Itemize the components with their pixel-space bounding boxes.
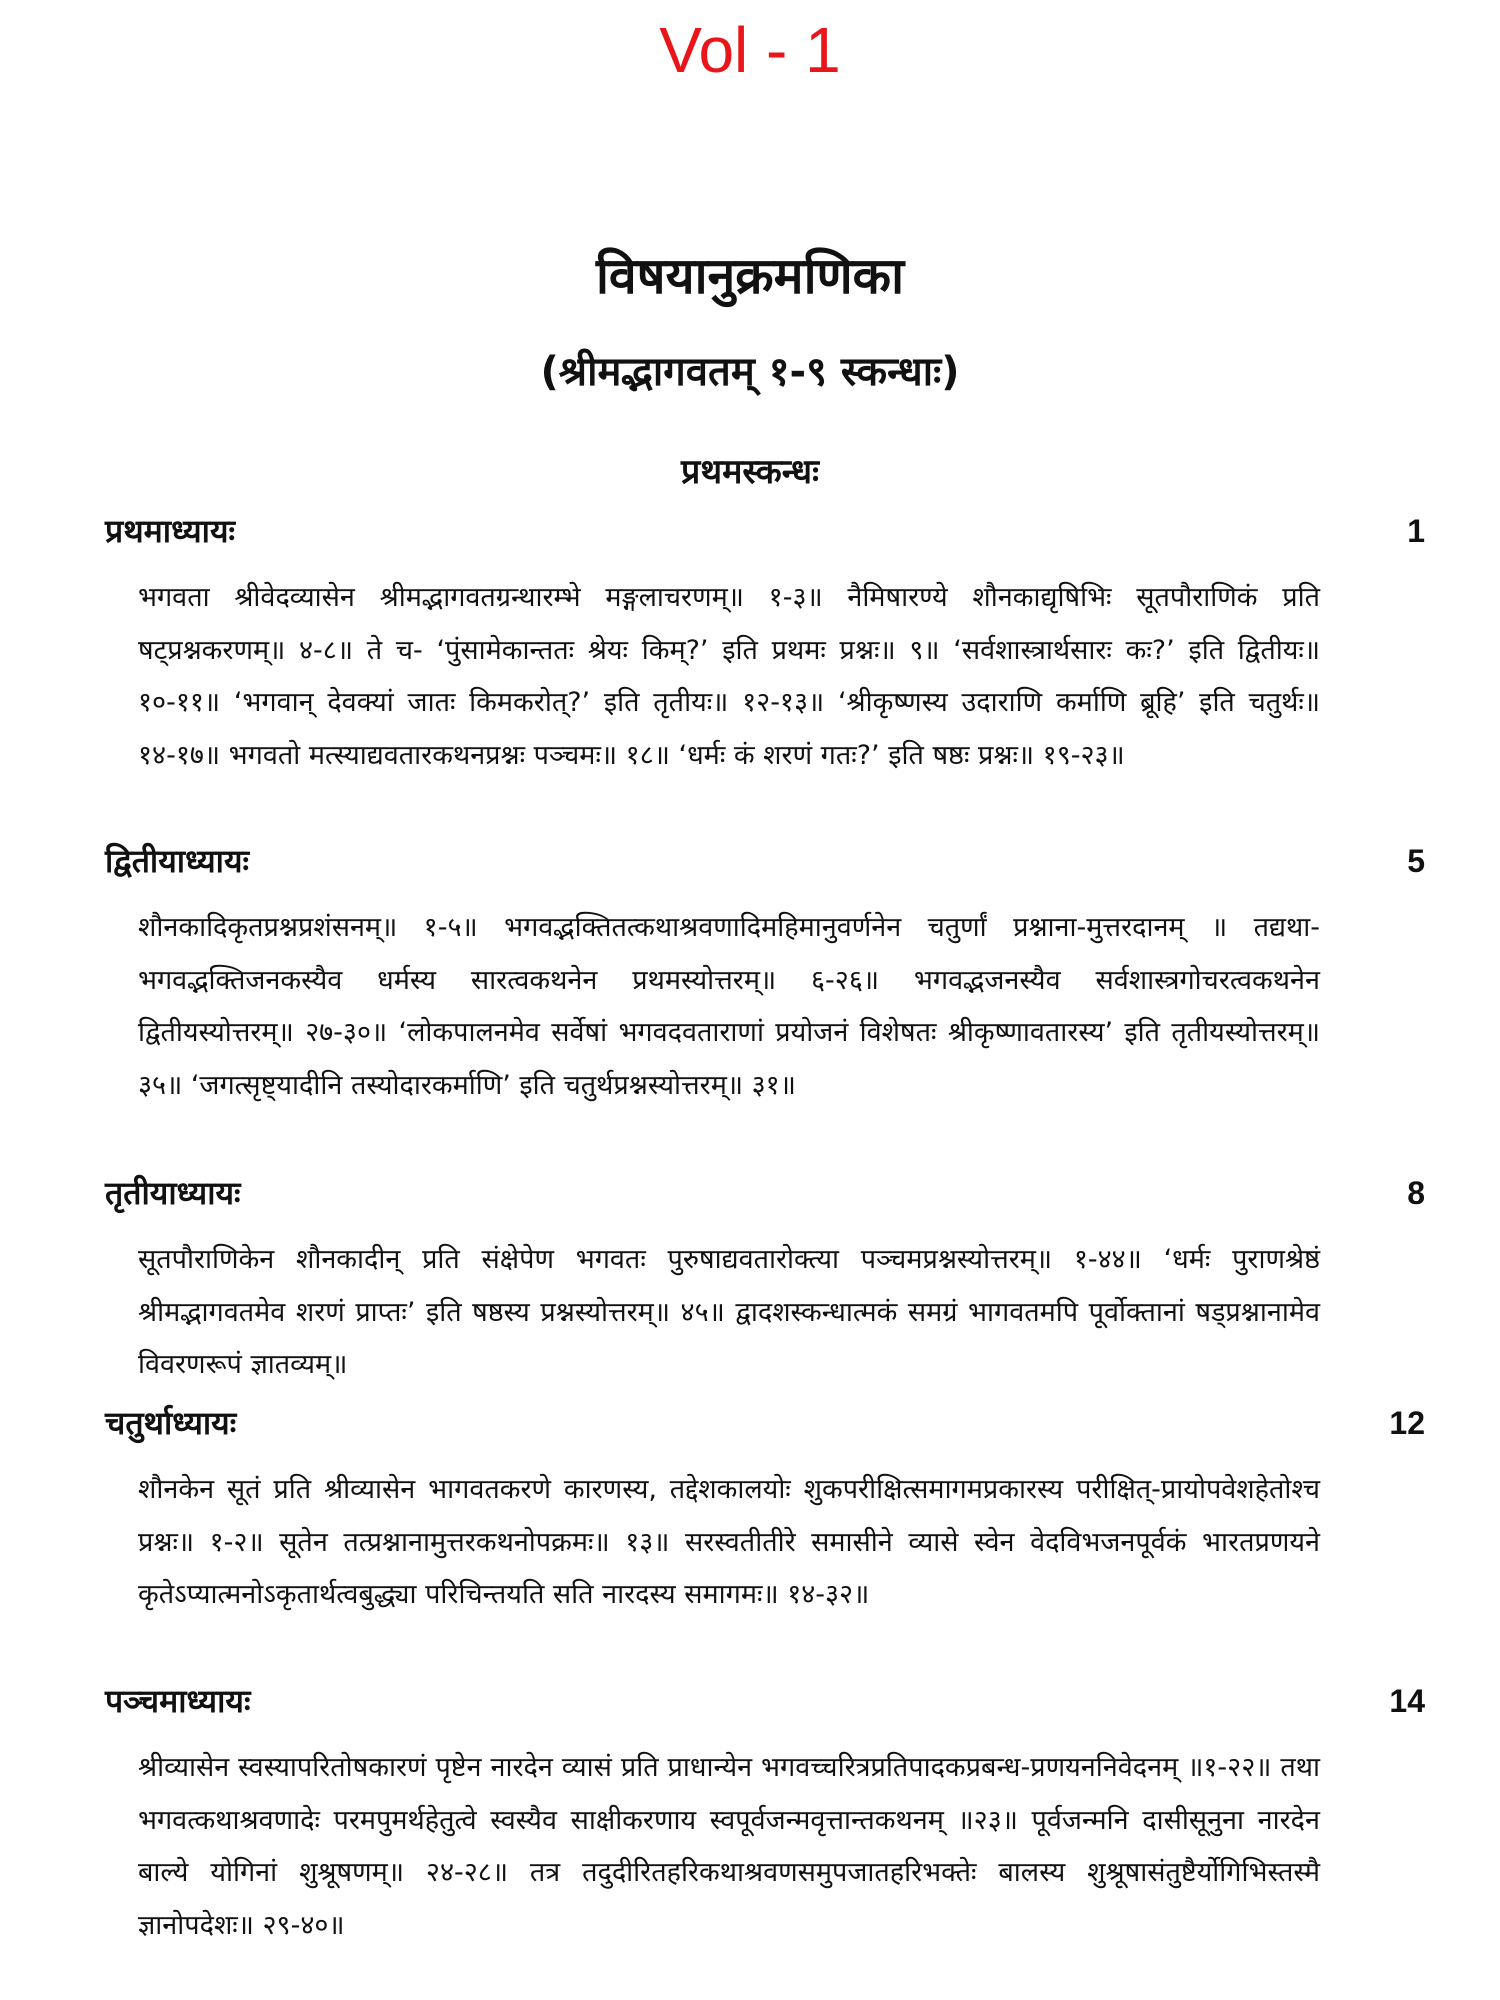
- chapter-summary-3: सूतपौराणिकेन शौनकादीन् प्रति संक्षेपेण भगवतः पुरुषाद्यवतारोक्त्या पञ्चमप्रश्नस्योत्तरम्॥ १-४४॥ ‘धर्मः पुराणश्रेष्ठं श्रीमद्भागवतमेव शरणं प्राप्तः’ इति षष्ठस्य प्रश्नस्योत्तरम्॥ ४५॥ द्वादशस्कन्धात्मकं समग्रं भागवतमपि पूर्वोक्तानां षड्प्रश्नानामेव विवरणरूपं ज्ञातव्यम्॥: [138, 1244, 1320, 1380]
- chapter-page-number: 8: [1407, 1175, 1425, 1211]
- chapter-title: पञ्चमाध्यायः: [105, 1682, 251, 1720]
- chapter-summary-2: शौनकादिकृतप्रश्नप्रशंसनम्॥ १-५॥ भगवद्भक्तितत्कथाश्रवणादिमहिमानुवर्णनेन चतुर्णां प्रश्नाना-मुत्तरदानम् ॥ तद्यथा- भगवद्भक्तिजनकस्यैव धर्मस्य सारत्वकथनेन प्रथमस्योत्तरम्॥ ६-२६॥ भगवद्भजनस्यैव सर्वशास्त्रगोचरत्वकथनेन द्वितीयस्योत्तरम्॥ २७-३०॥ ‘लोकपालनमेव सर्वेषां भगवदवताराणां प्रयोजनं विशेषतः श्रीकृष्णावतारस्य’ इति तृतीयस्योत्तरम्॥ ३५॥ ‘जगत्सृष्ट्यादीनि तस्योदारकर्माणि’ इति चतुर्थप्रश्नस्योत्तरम्॥ ३१॥: [138, 912, 1320, 1101]
- page-title: विषयानुक्रमणिका: [595, 247, 905, 305]
- chapter-heading-1: [105, 512, 1425, 550]
- chapter-page-number: 5: [1407, 843, 1425, 879]
- chapter-heading-2: [105, 842, 1425, 880]
- chapter-page-number: 14: [1389, 1683, 1425, 1719]
- chapter-title: प्रथमाध्यायः: [105, 512, 235, 550]
- chapter-summary-1: भगवता श्रीवेदव्यासेन श्रीमद्भागवतग्रन्थारम्भे मङ्गलाचरणम्॥ १-३॥ नैमिषारण्ये शौनकाद्यृषिभिः सूतपौराणिकं प्रति षट्प्रश्नकरणम्॥ ४-८॥ ते च- ‘पुंसामेकान्ततः श्रेयः किम्?’ इति प्रथमः प्रश्नः॥ ९॥ ‘सर्वशास्त्रार्थसारः कः?’ इति द्वितीयः॥ १०-११॥ ‘भगवान् देवक्यां जातः किमकरोत्?’ इति तृतीयः॥ १२-१३॥ ‘श्रीकृष्णस्य उदाराणि कर्माणि ब्रूहि’ इति चतुर्थः॥ १४-१७॥ भगवतो मत्स्याद्यवतारकथनप्रश्नः पञ्चमः॥ १८॥ ‘धर्मः कं शरणं गतः?’ इति षष्ठः प्रश्नः॥ १९-२३॥: [138, 582, 1320, 771]
- page-subtitle: (श्रीमद्भागवतम् १-९ स्कन्धाः): [540, 349, 960, 395]
- chapter-heading-4: [105, 1404, 1425, 1442]
- chapter-title: चतुर्थाध्यायः: [105, 1404, 237, 1442]
- section-heading: प्रथमस्कन्धः: [681, 452, 819, 492]
- chapter-title: द्वितीयाध्यायः: [105, 842, 249, 880]
- volume-label: Vol - 1: [659, 14, 841, 86]
- chapter-summary-4: शौनकेन सूतं प्रति श्रीव्यासेन भागवतकरणे कारणस्य, तद्देशकालयोः शुकपरीक्षित्समागमप्रकारस्य परीक्षित्-प्रायोपवेशहेतोश्च प्रश्नः॥ १-२॥ सूतेन तत्प्रश्नानामुत्तरकथनोपक्रमः॥ १३॥ सरस्वतीतीरे समासीने व्यासे स्वेन वेदविभजनपूर्वकं भारतप्रणयने कृतेऽप्यात्मनोऽकृतार्थत्वबुद्ध्या परिचिन्तयति सति नारदस्य समागमः॥ १४-३२॥: [138, 1474, 1320, 1610]
- chapter-heading-3: [105, 1174, 1425, 1212]
- chapter-heading-5: [105, 1682, 1425, 1720]
- chapter-title: तृतीयाध्यायः: [105, 1174, 241, 1212]
- chapter-summary-5: श्रीव्यासेन स्वस्यापरितोषकारणं पृष्टेन नारदेन व्यासं प्रति प्राधान्येन भगवच्चरित्रप्रतिपादकप्रबन्ध-प्रणयननिवेदनम् ॥१-२२॥ तथा भगवत्कथाश्रवणादेः परमपुमर्थहेतुत्वे स्वस्यैव साक्षीकरणाय स्वपूर्वजन्मवृत्तान्तकथनम् ॥२३॥ पूर्वजन्मनि दासीसूनुना नारदेन बाल्ये योगिनां शुश्रूषणम्॥ २४-२८॥ तत्र तदुदीरितहरिकथाश्रवणसमुपजातहरिभक्तेः बालस्य शुश्रूषासंतुष्टैर्योगिभिस्तस्मै ज्ञानोपदेशः॥ २९-४०॥: [138, 1752, 1320, 1941]
- chapter-page-number: 1: [1407, 513, 1425, 549]
- chapter-page-number: 12: [1389, 1405, 1425, 1441]
